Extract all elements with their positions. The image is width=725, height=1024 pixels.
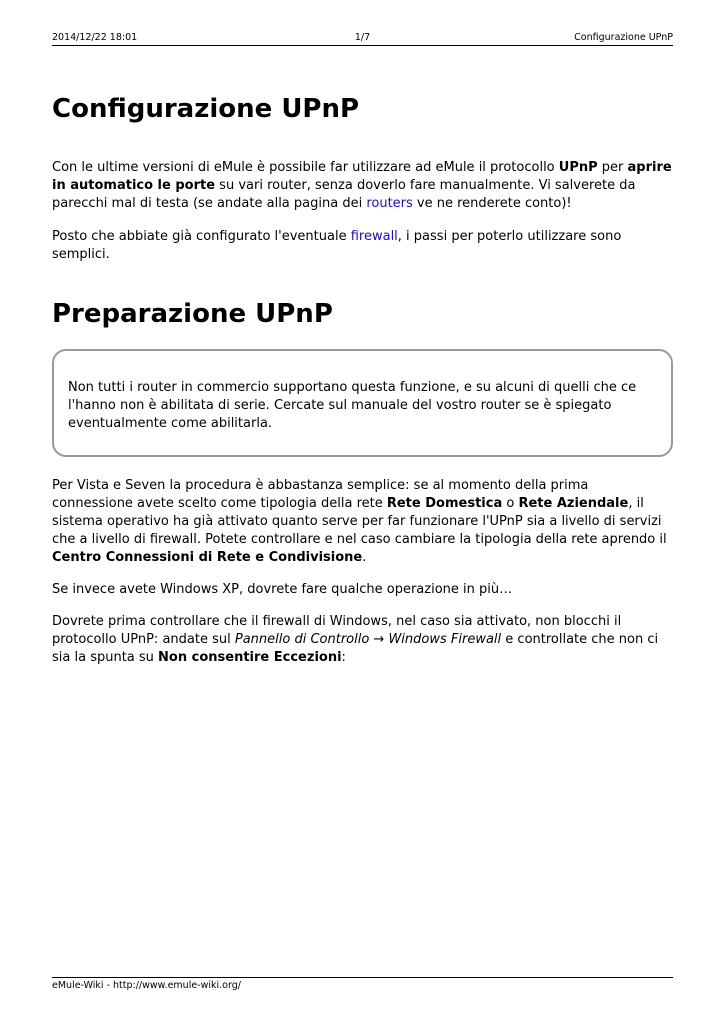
firewall-paragraph: Posto che abbiate già configurato l'eventuale firewall, i passi per poterlo utilizzare sono semplici.	[52, 229, 622, 262]
header-doc-title: Configurazione UPnP	[574, 32, 673, 43]
no-exceptions-bold: Non consentire Eccezioni	[158, 650, 342, 665]
footer-text: eMule-Wiki - http://www.emule-wiki.org/	[52, 980, 241, 991]
header-datetime: 2014/12/22 18:01	[52, 32, 138, 43]
rete-domestica-bold: Rete Domestica	[386, 496, 503, 511]
control-panel-path: Pannello di Controllo → Windows Firewall	[234, 632, 502, 647]
upnp-bold: UPnP	[558, 160, 598, 175]
header-page-number: 1/7	[354, 32, 371, 43]
firewall-check-paragraph: Dovrete prima controllare che il firewall di Windows, nel caso sia attivato, non blocchi il protocollo UPnP: andate sul Pannello di Controllo → Windows Firewall e controllate che non ci sia la spunta su Non consentire Eccezioni:	[52, 614, 659, 665]
note-text: Non tutti i router in commercio supportano questa funzione, e su alcuni di quelli che ce l'hanno non è abilitata di serie. Cercate sul manuale del vostro router se è spiegato eventualmente come abilitarla.	[68, 380, 637, 431]
centro-connessioni-bold: Centro Connessioni di Rete e Condivisione	[52, 550, 363, 565]
routers-link[interactable]: routers	[366, 196, 413, 211]
section-title-preparazione: Preparazione UPnP	[52, 299, 333, 329]
open-ports-bold: aprire in automatico le porte	[52, 160, 672, 193]
page-footer	[52, 977, 673, 992]
intro-paragraph: Con le ultime versioni di eMule è possibile far utilizzare ad eMule il protocollo UPnP per aprire in automatico le porte su vari router, senza doverlo fare manualmente. Vi salverete da parecchi mal di testa (se andate alla pagina dei routers ve ne renderete conto)!	[52, 160, 672, 211]
vista-seven-paragraph: Per Vista e Seven la procedura è abbastanza semplice: se al momento della prima connessione avete scelto come tipologia della rete Rete Domestica o Rete Aziendale, il sistema operativo ha già attivato quanto serve per far funzionare l'UPnP sia a livello di servizi che a livello di firewall. Potete controllare e nel caso cambiare la tipologia della rete aprendo il Centro Connessioni di Rete e Condivisione.	[52, 478, 667, 565]
note-box	[52, 349, 673, 457]
windows-xp-paragraph: Se invece avete Windows XP, dovrete fare qualche operazione in più…	[52, 582, 513, 597]
firewall-link[interactable]: firewall	[350, 229, 398, 244]
rete-aziendale-bold: Rete Aziendale	[518, 496, 629, 511]
section-title-configurazione: Configurazione UPnP	[52, 94, 360, 124]
page-header	[52, 32, 673, 46]
